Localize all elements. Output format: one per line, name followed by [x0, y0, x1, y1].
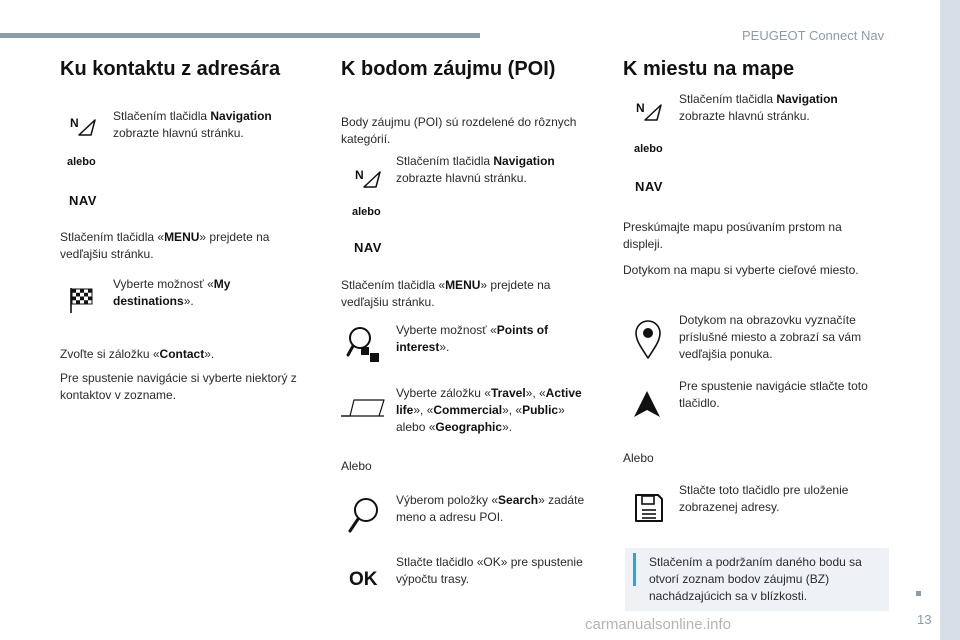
save-address-text: Stlačte toto tlačidlo pre uloženie zobrazenej adresy. [679, 483, 849, 514]
or-label: Alebo [623, 451, 654, 465]
info-icon [633, 553, 636, 586]
step-menu-text: Stlačením tlačidla «MENU» prejdete na vedľajšiu stránku. [60, 230, 270, 261]
step-tabs-text: Vyberte záložku «Travel», «Active life», «Commercial», «Public» alebo «Geographic». [396, 386, 582, 434]
nav-key-label: NAV [635, 179, 663, 194]
step-navigation-text: Stlačením tlačidla Navigation zobrazte hlavnú stránku. [113, 109, 272, 140]
navigation-arrow-icon [68, 114, 98, 144]
magnifier-icon [346, 496, 382, 536]
navigation-arrow-icon [353, 166, 383, 196]
or-label: alebo [352, 206, 381, 218]
or-label: alebo [634, 143, 663, 155]
magnifier-poi-icon [346, 325, 382, 365]
watermark: carmanualsonline.info [585, 616, 731, 633]
or-label: alebo [67, 156, 96, 168]
guidance-arrow-icon [631, 389, 663, 419]
step-final-text: Pre spustenie navigácie si vyberte niektorý z kontaktov v zozname. [60, 371, 297, 402]
step-poi-text: Vyberte možnosť «Points of interest». [396, 323, 549, 354]
nav-key-label: NAV [354, 240, 382, 255]
page-number: 13 [917, 612, 932, 627]
page-marker [916, 591, 921, 596]
page-header-title: PEUGEOT Connect Nav [742, 28, 885, 43]
checkered-flag-icon [68, 286, 96, 314]
section-heading-contacts: Ku kontaktu z adresára [60, 58, 281, 80]
tab-outline-icon [340, 396, 386, 418]
ok-button-label: OK [349, 569, 378, 590]
step-navigation-text: Stlačením tlačidla Navigation zobrazte hlavnú stránku. [396, 154, 555, 185]
step-search-text: Výberom položky «Search» zadáte meno a adresu POI. [396, 493, 585, 524]
nav-key-label: NAV [69, 193, 97, 208]
svg-text:N: N [355, 168, 364, 182]
step-select-destinations-text: Vyberte možnosť «My destinations». [113, 277, 231, 308]
header-bar [0, 33, 480, 38]
tap-map-text: Dotykom na mapu si vyberte cieľové miesto. [623, 263, 859, 277]
section-heading-map: K miestu na mape [623, 58, 795, 80]
start-navigation-text: Pre spustenie navigácie stlačte toto tlačidlo. [679, 379, 868, 410]
or-label: Alebo [341, 459, 372, 473]
step-contact-tab-text: Zvoľte si záložku «Contact». [60, 347, 215, 361]
navigation-arrow-icon [634, 99, 664, 129]
step-menu-text: Stlačením tlačidla «MENU» prejdete na vedľajšiu stránku. [341, 278, 551, 309]
map-pin-icon [633, 318, 663, 360]
svg-text:N: N [70, 116, 79, 130]
browse-map-text: Preskúmajte mapu posúvaním prstom na displeji. [623, 220, 842, 251]
section-heading-poi: K bodom záujmu (POI) [341, 58, 556, 80]
floppy-save-icon [634, 493, 664, 523]
info-note: Stlačením a podržaním daného bodu sa otvorí zoznam bodov záujmu (BZ) nachádzajúcich sa v blízkosti. [625, 548, 889, 611]
svg-text:N: N [636, 101, 645, 115]
step-navigation-text: Stlačením tlačidla Navigation zobrazte hlavnú stránku. [679, 92, 838, 123]
step-ok-text: Stlačte tlačidlo «OK» pre spustenie výpočtu trasy. [396, 555, 583, 586]
pin-submenu-text: Dotykom na obrazovku vyznačíte príslušné miesto a zobrazí sa vám vedľajšia ponuka. [679, 313, 862, 361]
poi-intro-text: Body záujmu (POI) sú rozdelené do rôznych kategórií. [341, 115, 577, 146]
side-strip [940, 0, 960, 640]
